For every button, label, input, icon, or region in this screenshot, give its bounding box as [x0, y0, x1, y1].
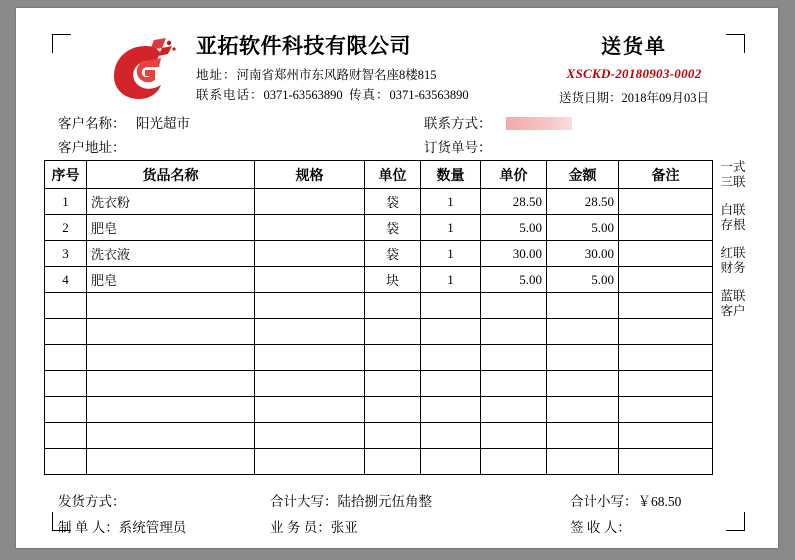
- total-upper-label: 合计大写：: [270, 494, 338, 509]
- cell-unit: 袋: [365, 241, 421, 267]
- cell-qty: [421, 319, 481, 345]
- order-no-label: 订货单号：: [424, 140, 492, 155]
- cell-name: [87, 423, 255, 449]
- cell-no: 2: [45, 215, 87, 241]
- cell-spec: [255, 267, 365, 293]
- cell-spec: [255, 423, 365, 449]
- cell-qty: [421, 449, 481, 475]
- footer-row-1: [44, 489, 750, 515]
- cell-unit: [365, 449, 421, 475]
- cell-price: 5.00: [481, 267, 547, 293]
- cell-spec: [255, 371, 365, 397]
- cell-remark: [619, 241, 713, 267]
- cell-unit: 袋: [365, 189, 421, 215]
- cell-name: [87, 449, 255, 475]
- maker: [58, 515, 186, 541]
- table-header-row: [45, 161, 713, 189]
- customer-contact-value: [506, 112, 572, 136]
- cell-amount: [547, 319, 619, 345]
- cell-no: [45, 293, 87, 319]
- document-header: [44, 28, 750, 110]
- cell-unit: [365, 293, 421, 319]
- total-upper: [270, 489, 432, 515]
- col-remark: 备注: [619, 161, 713, 189]
- col-no: 序号: [45, 161, 87, 189]
- cell-no: 4: [45, 267, 87, 293]
- customer-info: [44, 112, 750, 160]
- copy-note-line: 一式三联: [720, 160, 746, 189]
- cell-unit: 袋: [365, 215, 421, 241]
- cell-amount: 28.50: [547, 189, 619, 215]
- table-row: [45, 423, 713, 449]
- cell-spec: [255, 345, 365, 371]
- col-spec: 规格: [255, 161, 365, 189]
- cell-no: [45, 397, 87, 423]
- cell-remark: [619, 215, 713, 241]
- cell-unit: [365, 319, 421, 345]
- cell-amount: [547, 397, 619, 423]
- cell-spec: [255, 189, 365, 215]
- document-title: 送货单: [601, 36, 667, 58]
- company-phone-line: [196, 85, 576, 105]
- cell-no: [45, 319, 87, 345]
- cell-qty: [421, 397, 481, 423]
- cell-unit: [365, 371, 421, 397]
- document-number: XSCKD-20180903-0002: [566, 66, 702, 81]
- cell-qty: [421, 293, 481, 319]
- phone-value: 0371-63563890: [263, 88, 343, 102]
- cell-remark: [619, 293, 713, 319]
- company-info: [196, 30, 576, 105]
- cell-name: [87, 371, 255, 397]
- table-row: [45, 319, 713, 345]
- cell-name: 洗衣粉: [87, 189, 255, 215]
- cell-spec: [255, 319, 365, 345]
- cell-name: [87, 293, 255, 319]
- cell-amount: [547, 345, 619, 371]
- customer-contact-label: 联系方式：: [424, 116, 492, 131]
- receiver: [570, 515, 631, 541]
- customer-row-1: [44, 112, 750, 136]
- cell-remark: [619, 423, 713, 449]
- cell-no: 3: [45, 241, 87, 267]
- col-qty: 数量: [421, 161, 481, 189]
- maker-label: 制 单 人：: [58, 520, 119, 535]
- cell-spec: [255, 215, 365, 241]
- copy-note-line: 红联财务: [720, 246, 746, 275]
- footer-row-2: [44, 515, 750, 541]
- cell-remark: [619, 319, 713, 345]
- document-date: [524, 88, 744, 106]
- total-lower-value: ￥68.50: [637, 494, 682, 509]
- cell-spec: [255, 397, 365, 423]
- cell-amount: 5.00: [547, 267, 619, 293]
- cell-price: [481, 319, 547, 345]
- fax-value: 0371-63563890: [389, 88, 469, 102]
- customer-name-value: 阳光超市: [136, 116, 190, 131]
- cell-price: [481, 293, 547, 319]
- cell-qty: 1: [421, 267, 481, 293]
- table-row: [45, 267, 713, 293]
- cell-amount: [547, 423, 619, 449]
- cell-name: [87, 397, 255, 423]
- col-unit: 单位: [365, 161, 421, 189]
- total-lower-label: 合计小写：: [570, 494, 638, 509]
- table-row: [45, 241, 713, 267]
- cell-spec: [255, 241, 365, 267]
- fax-label: 传真：: [348, 88, 390, 102]
- cell-name: [87, 319, 255, 345]
- total-lower: [570, 489, 681, 515]
- table-row: [45, 397, 713, 423]
- cell-remark: [619, 371, 713, 397]
- cell-price: [481, 371, 547, 397]
- cell-unit: [365, 397, 421, 423]
- cell-qty: 1: [421, 189, 481, 215]
- cell-price: [481, 423, 547, 449]
- total-upper-value: 陆拾捌元伍角整: [337, 494, 432, 509]
- cell-name: [87, 345, 255, 371]
- company-address-line: [196, 65, 576, 85]
- customer-address-label: 客户地址：: [58, 140, 126, 155]
- cell-qty: [421, 345, 481, 371]
- redacted-contact: [506, 117, 572, 130]
- document-footer: [44, 489, 750, 541]
- cell-remark: [619, 397, 713, 423]
- cell-unit: [365, 345, 421, 371]
- cell-price: [481, 345, 547, 371]
- table-row: [45, 345, 713, 371]
- copy-note-line: 蓝联客户: [720, 289, 746, 318]
- receiver-label: 签 收 人：: [570, 520, 631, 535]
- address-value: 河南省郑州市东风路财智名座8楼815: [236, 68, 437, 82]
- cell-price: [481, 397, 547, 423]
- items-table-wrap: [44, 160, 750, 475]
- date-value: 2018年09月03日: [621, 91, 710, 105]
- col-name: 货品名称: [87, 161, 255, 189]
- phone-label: 联系电话：: [196, 88, 264, 102]
- maker-value: 系统管理员: [118, 520, 187, 535]
- salesperson: [270, 515, 358, 541]
- customer-row-2: [44, 136, 750, 160]
- cell-remark: [619, 189, 713, 215]
- cell-no: [45, 371, 87, 397]
- cell-unit: 块: [365, 267, 421, 293]
- cell-qty: 1: [421, 241, 481, 267]
- cell-qty: [421, 423, 481, 449]
- cell-qty: 1: [421, 215, 481, 241]
- company-logo-icon: [106, 36, 178, 102]
- cell-remark: [619, 449, 713, 475]
- date-label: 送货日期：: [558, 91, 622, 105]
- table-row: [45, 189, 713, 215]
- table-row: [45, 371, 713, 397]
- cell-no: [45, 449, 87, 475]
- address-label: 地址：: [196, 68, 237, 82]
- cell-price: [481, 449, 547, 475]
- col-amount: 金额: [547, 161, 619, 189]
- cell-spec: [255, 293, 365, 319]
- table-row: [45, 215, 713, 241]
- cell-amount: [547, 293, 619, 319]
- document-page: [16, 8, 778, 548]
- cell-no: [45, 345, 87, 371]
- document-content: [44, 28, 750, 541]
- document-meta: [524, 30, 744, 106]
- cell-qty: [421, 371, 481, 397]
- cell-amount: 5.00: [547, 215, 619, 241]
- items-table: [44, 160, 713, 475]
- cell-amount: 30.00: [547, 241, 619, 267]
- cell-name: 肥皂: [87, 267, 255, 293]
- table-row: [45, 293, 713, 319]
- company-name: 亚拓软件科技有限公司: [196, 34, 411, 58]
- customer-name-label: 客户名称：: [58, 116, 126, 131]
- cell-name: 肥皂: [87, 215, 255, 241]
- salesperson-label: 业 务 员：: [270, 520, 331, 535]
- cell-spec: [255, 449, 365, 475]
- cell-remark: [619, 345, 713, 371]
- cell-amount: [547, 371, 619, 397]
- cell-price: 5.00: [481, 215, 547, 241]
- col-price: 单价: [481, 161, 547, 189]
- cell-remark: [619, 267, 713, 293]
- ship-method-label: 发货方式：: [58, 494, 126, 509]
- ship-method: [58, 489, 126, 515]
- salesperson-value: 张亚: [330, 520, 358, 535]
- cell-unit: [365, 423, 421, 449]
- copy-note-line: 白联存根: [720, 203, 746, 232]
- cell-amount: [547, 449, 619, 475]
- copy-note: [716, 160, 750, 332]
- table-row: [45, 449, 713, 475]
- cell-no: 1: [45, 189, 87, 215]
- cell-price: 30.00: [481, 241, 547, 267]
- cell-no: [45, 423, 87, 449]
- cell-price: 28.50: [481, 189, 547, 215]
- cell-name: 洗衣液: [87, 241, 255, 267]
